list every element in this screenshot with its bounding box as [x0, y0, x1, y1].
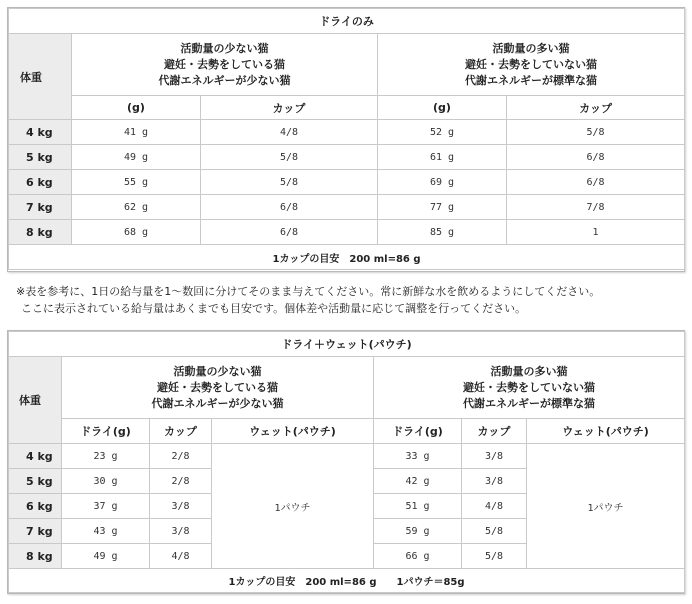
low-cup-cell: 3/8: [150, 519, 212, 544]
weight-cell: 8 kg: [9, 544, 62, 569]
table-row: [9, 195, 685, 220]
low-cup-cell: 4/8: [201, 120, 378, 145]
dry-wet-table-box: [7, 330, 685, 594]
high-grams-cell: 85 g: [378, 220, 507, 245]
high-dry-cell: 59 g: [374, 519, 462, 544]
group-low-line-3: 代謝エネルギーが少ない猫: [151, 396, 284, 410]
col-cup-high: カップ: [507, 96, 685, 120]
col-grams-high: (g): [378, 96, 507, 120]
col-dry-low: ドライ(g): [62, 419, 150, 444]
group-high-line-1: 活動量の多い猫: [490, 364, 568, 378]
table-row: [9, 145, 685, 170]
low-cup-cell: 3/8: [150, 494, 212, 519]
weight-cell: 7 kg: [9, 195, 72, 220]
weight-cell: 6 kg: [9, 494, 62, 519]
dry-wet-table: [8, 331, 685, 593]
low-wet-cell: 1パウチ: [212, 444, 374, 569]
low-cup-cell: 6/8: [201, 195, 378, 220]
high-cup-cell: 3/8: [462, 444, 527, 469]
note-line-1: ※表を参考に、1日の給与量を1～数回に分けてそのまま与えてください。常に新鮮な水を飲めるようにしてください。: [16, 285, 601, 298]
col-dry-high: ドライ(g): [374, 419, 462, 444]
low-dry-cell: 37 g: [62, 494, 150, 519]
low-cup-cell: 2/8: [150, 469, 212, 494]
high-cup-cell: 6/8: [507, 170, 685, 195]
group-high-activity-header: [374, 357, 685, 419]
weight-cell: 5 kg: [9, 145, 72, 170]
weight-cell: 8 kg: [9, 220, 72, 245]
dry-only-table-box: [7, 7, 685, 272]
low-dry-cell: 43 g: [62, 519, 150, 544]
table-footer-note: 1カップの目安 200 ml=86 g 1パウチ＝85g: [9, 569, 685, 593]
group-high-line-2: 避妊・去勢をしていない猫: [465, 57, 598, 71]
group-low-line-1: 活動量の少ない猫: [173, 364, 262, 378]
low-cup-cell: 6/8: [201, 220, 378, 245]
high-dry-cell: 51 g: [374, 494, 462, 519]
high-grams-cell: 61 g: [378, 145, 507, 170]
low-grams-cell: 55 g: [72, 170, 201, 195]
high-cup-cell: 1: [507, 220, 685, 245]
high-cup-cell: 6/8: [507, 145, 685, 170]
group-high-line-1: 活動量の多い猫: [492, 41, 570, 55]
low-cup-cell: 5/8: [201, 170, 378, 195]
table-title: ドライ＋ウェット(パウチ): [9, 332, 685, 357]
low-dry-cell: 23 g: [62, 444, 150, 469]
high-cup-cell: 3/8: [462, 469, 527, 494]
low-cup-cell: 2/8: [150, 444, 212, 469]
group-low-line-2: 避妊・去勢をしている猫: [157, 380, 278, 394]
feeding-notes: [16, 283, 600, 317]
group-high-line-3: 代謝エネルギーが標準な猫: [463, 396, 596, 410]
weight-header: 体重: [9, 34, 72, 120]
low-grams-cell: 49 g: [72, 145, 201, 170]
weight-cell: 4 kg: [9, 444, 62, 469]
col-grams-low: (g): [72, 96, 201, 120]
table-row: [9, 444, 685, 469]
high-wet-cell: 1パウチ: [527, 444, 685, 569]
table-row: [9, 170, 685, 195]
high-dry-cell: 33 g: [374, 444, 462, 469]
weight-cell: 4 kg: [9, 120, 72, 145]
high-cup-cell: 5/8: [462, 544, 527, 569]
table-row: [9, 220, 685, 245]
low-cup-cell: 4/8: [150, 544, 212, 569]
col-cup-high: カップ: [462, 419, 527, 444]
high-grams-cell: 52 g: [378, 120, 507, 145]
high-grams-cell: 77 g: [378, 195, 507, 220]
low-grams-cell: 41 g: [72, 120, 201, 145]
high-cup-cell: 5/8: [507, 120, 685, 145]
note-line-2: ここに表示されている給与量はあくまでも目安です。個体差や活動量に応じて調整を行ってください。: [21, 302, 527, 315]
col-cup-low: カップ: [201, 96, 378, 120]
group-high-activity-header: [378, 34, 685, 96]
low-dry-cell: 30 g: [62, 469, 150, 494]
group-low-line-1: 活動量の少ない猫: [180, 41, 269, 55]
dry-only-table: [8, 8, 685, 270]
weight-cell: 6 kg: [9, 170, 72, 195]
group-low-activity-header: [62, 357, 374, 419]
col-wet-low: ウェット(パウチ): [212, 419, 374, 444]
group-low-line-3: 代謝エネルギーが少ない猫: [158, 73, 291, 87]
group-low-line-2: 避妊・去勢をしている猫: [164, 57, 285, 71]
weight-header: 体重: [9, 357, 62, 444]
table-footer-note: 1カップの目安 200 ml=86 g: [9, 245, 685, 270]
high-cup-cell: 4/8: [462, 494, 527, 519]
weight-cell: 5 kg: [9, 469, 62, 494]
low-cup-cell: 5/8: [201, 145, 378, 170]
table-row: [9, 120, 685, 145]
high-dry-cell: 66 g: [374, 544, 462, 569]
high-grams-cell: 69 g: [378, 170, 507, 195]
table-title: ドライのみ: [9, 9, 685, 34]
low-grams-cell: 68 g: [72, 220, 201, 245]
group-high-line-2: 避妊・去勢をしていない猫: [463, 380, 596, 394]
group-high-line-3: 代謝エネルギーが標準な猫: [465, 73, 598, 87]
low-grams-cell: 62 g: [72, 195, 201, 220]
high-cup-cell: 5/8: [462, 519, 527, 544]
low-dry-cell: 49 g: [62, 544, 150, 569]
col-cup-low: カップ: [150, 419, 212, 444]
high-cup-cell: 7/8: [507, 195, 685, 220]
high-dry-cell: 42 g: [374, 469, 462, 494]
weight-cell: 7 kg: [9, 519, 62, 544]
col-wet-high: ウェット(パウチ): [527, 419, 685, 444]
group-low-activity-header: [72, 34, 378, 96]
